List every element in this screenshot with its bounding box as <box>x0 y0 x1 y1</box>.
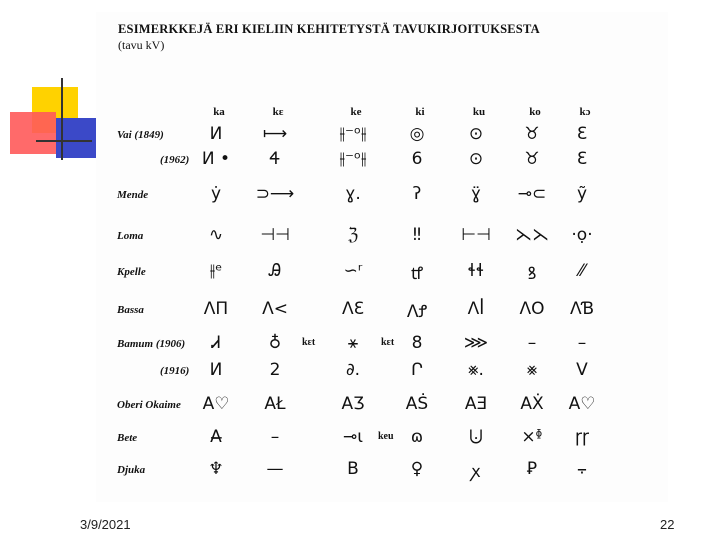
syllable-glyph: ⋙ <box>463 333 489 353</box>
deco-vertical-line <box>61 78 63 160</box>
column-header: kɔ <box>579 106 591 118</box>
note-bete-ke: keu <box>378 431 394 442</box>
note-bamum-ke: kɛt <box>302 337 316 348</box>
syllable-glyph: A♡ <box>202 394 230 414</box>
syllable-glyph: ẏ <box>210 184 222 204</box>
column-header: kɛ <box>272 106 284 118</box>
row-label: Bassa <box>117 304 144 316</box>
syllable-glyph: Ꝑ <box>526 459 538 479</box>
column-header: ku <box>472 106 486 118</box>
deco-horizontal-line <box>36 140 92 142</box>
page-title: ESIMERKKEJÄ ERI KIELIIN KEHITETYSTÄ TAVUKIRJOITUKSESTA <box>118 22 540 36</box>
syllable-glyph: ∂. <box>345 360 361 380</box>
syllable-glyph: V <box>576 360 588 380</box>
footer-page-number: 22 <box>660 517 675 532</box>
row-label: Mende <box>117 189 149 201</box>
syllable-glyph: ⨳ <box>526 360 538 380</box>
syllable-glyph: ♆ <box>208 459 224 479</box>
syllable-glyph: – <box>527 333 537 353</box>
page-subtitle: (tavu kV) <box>118 38 165 52</box>
syllable-glyph: A♡ <box>568 394 596 414</box>
syllable-glyph: A̶ <box>210 427 222 447</box>
syllable-glyph: ‼ <box>412 225 422 245</box>
column-header: ki <box>415 106 425 118</box>
row-label: Vai (1849) <box>117 129 164 141</box>
footer-date: 3/9/2021 <box>80 517 131 532</box>
syllable-glyph: B <box>347 459 359 479</box>
syllable-glyph: – <box>577 333 587 353</box>
syllable-glyph: ꝸ <box>527 264 537 284</box>
syllable-glyph: Ɛ <box>576 124 588 144</box>
syllable-glyph: ỹ <box>576 184 588 204</box>
syllable-glyph: ΛꝬ <box>406 302 428 322</box>
syllable-glyph: Ɛ <box>576 149 588 169</box>
syllable-glyph: Ր <box>411 360 423 380</box>
row-label: Loma <box>117 230 144 242</box>
note-bamum-ke2: kɛt <box>381 337 395 348</box>
syllable-glyph: Ꮧ <box>211 333 221 353</box>
syllable-glyph: ∽ʳ <box>343 261 363 281</box>
row-label: (1962) <box>160 154 190 166</box>
row-label: (1916) <box>160 365 190 377</box>
syllable-glyph: ♀ <box>410 459 424 479</box>
syllable-glyph: Λ< <box>262 299 288 319</box>
syllable-glyph: ɼɼ <box>575 427 589 447</box>
syllable-glyph: ◎ <box>409 124 425 144</box>
syllable-glyph: 2 <box>269 360 281 380</box>
column-header: ke <box>350 106 362 118</box>
syllable-glyph: ⊙ <box>468 124 484 144</box>
syllable-glyph: ⨯ᶲ <box>521 427 543 447</box>
syllable-glyph: И • <box>201 149 231 169</box>
deco-red-square <box>10 112 56 154</box>
syllable-glyph: ·ọ· <box>571 225 593 245</box>
syllable-glyph: ⫲⁻ᵒ⫲ <box>339 124 367 144</box>
syllable-glyph: ⟼ <box>262 124 288 144</box>
syllable-glyph: ΛƐ <box>341 299 365 319</box>
syllable-glyph: ⁄⁄ <box>579 261 585 281</box>
syllable-glyph: ⊢⊣ <box>461 225 491 245</box>
syllable-glyph: ꭗ <box>471 462 481 482</box>
syllable-glyph: ɬɬ <box>467 261 485 281</box>
syllable-glyph: ⚹ <box>347 333 359 353</box>
syllable-glyph: ʔ <box>412 184 422 204</box>
syllable-glyph: ⫲ᵉ <box>209 261 223 281</box>
syllable-glyph: ΛƁ <box>569 299 595 319</box>
syllable-glyph: ⊙ <box>468 149 484 169</box>
syllable-glyph: Ꭿ <box>268 261 282 281</box>
row-label: Bamum (1906) <box>117 338 186 350</box>
syllable-glyph: AṠ <box>405 394 429 414</box>
syllable-glyph: ⊸⊂ <box>517 184 547 204</box>
syllable-glyph: 8 <box>411 333 423 353</box>
syllable-glyph: ΛO <box>519 299 545 319</box>
syllable-glyph: AƷ <box>341 394 365 414</box>
syllable-glyph: ⨳. <box>468 360 484 380</box>
syllable-glyph: ⋋⋋ <box>515 225 549 245</box>
syllable-glyph: – <box>270 427 280 447</box>
row-label: Bete <box>117 432 138 444</box>
row-label: Djuka <box>117 464 146 476</box>
syllable-glyph: ∿ <box>208 225 224 245</box>
syllable-glyph: И <box>209 124 223 144</box>
syllable-glyph: Λꟾ <box>467 299 485 319</box>
syllable-glyph: AŁ <box>264 394 286 414</box>
syllable-glyph: ℨ <box>347 225 359 245</box>
syllable-glyph: AƎ <box>464 394 488 414</box>
syllable-glyph: ⨃ <box>469 427 483 447</box>
syllable-glyph: ♉ <box>524 149 540 169</box>
syllable-glyph: ⊸ɩ <box>343 427 363 447</box>
syllable-glyph: ꝷ <box>411 264 423 284</box>
row-label: Kpelle <box>117 266 146 278</box>
syllable-glyph: AẊ <box>520 394 544 414</box>
syllable-glyph: Ꮞ <box>269 149 281 169</box>
syllable-glyph: 6 <box>411 149 423 169</box>
syllable-glyph: И <box>209 360 223 380</box>
syllable-glyph: ⊃⟶ <box>255 184 295 204</box>
syllable-glyph: ɷ <box>410 427 424 447</box>
syllable-glyph: ♉ <box>524 124 540 144</box>
syllable-glyph: — <box>266 459 284 479</box>
syllable-glyph: ⨪ <box>577 459 587 479</box>
syllable-glyph: ⊣⊣ <box>260 225 290 245</box>
syllable-glyph: ΛΠ <box>203 299 229 319</box>
column-header: ko <box>529 106 541 118</box>
syllable-glyph: ⫲⁻ᵒ⫲ <box>339 149 367 169</box>
column-header: ka <box>213 106 225 118</box>
syllable-glyph: ɣ. <box>345 184 361 204</box>
syllable-glyph: ɣ̈ <box>470 184 482 204</box>
syllable-glyph: ♁ <box>268 333 282 353</box>
row-label: Oberi Okaime <box>117 399 181 411</box>
